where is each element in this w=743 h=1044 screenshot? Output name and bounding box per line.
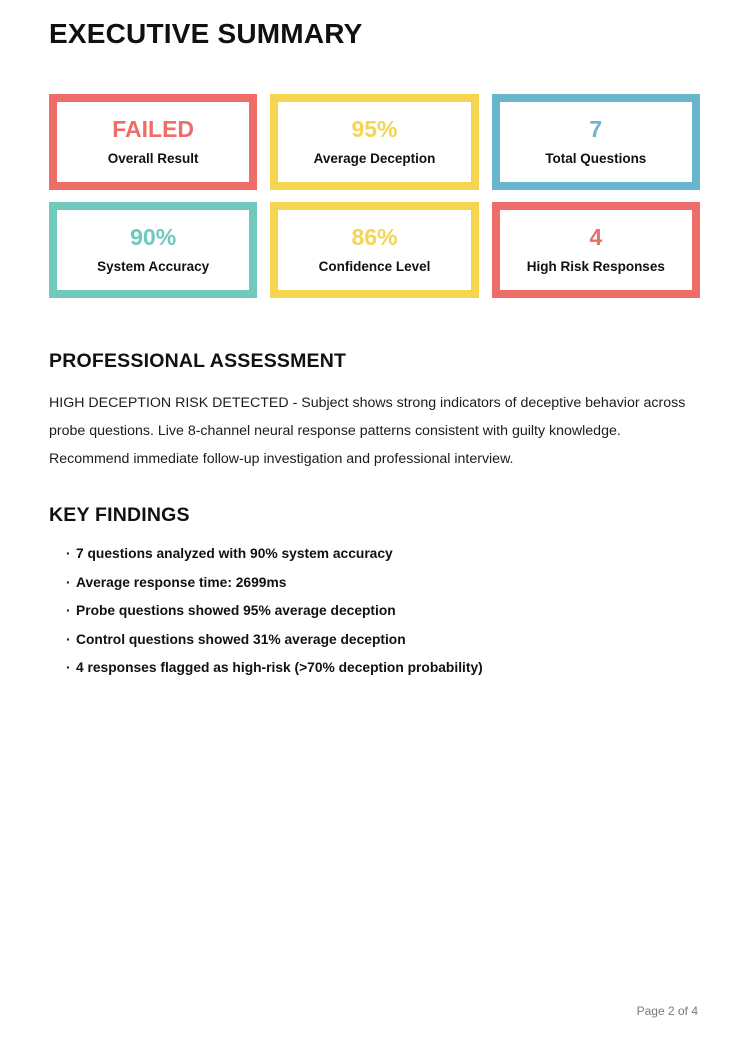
page-title: EXECUTIVE SUMMARY [49, 18, 363, 49]
assessment-heading: PROFESSIONAL ASSESSMENT [49, 350, 347, 372]
summary-stats-grid [49, 94, 700, 298]
stat-value: 4 [589, 224, 603, 251]
stat-label: Overall Result [107, 151, 199, 167]
stat-value: 86% [351, 224, 398, 251]
finding-item: · 4 responses flagged as high-risk (>70% deception probability) [66, 661, 700, 675]
page-number: Page 2 of 4 [636, 1004, 698, 1018]
findings-list [49, 547, 700, 675]
stat-label: Average Deception [313, 151, 436, 167]
findings-heading: KEY FINDINGS [49, 504, 190, 526]
stat-card-total-questions [492, 94, 700, 190]
stat-value: 95% [351, 116, 398, 143]
stat-label: Total Questions [545, 151, 647, 167]
stat-card-overall-result [49, 94, 257, 190]
assessment-body-text: HIGH DECEPTION RISK DETECTED - Subject shows strong indicators of deceptive behavior across probe questions. Live 8-channel neural response patterns consistent with guilty knowledge. Recommend immediate follow-up investigation and professional interview. [49, 395, 686, 467]
stat-card-average-deception [270, 94, 478, 190]
stat-label: High Risk Responses [526, 259, 665, 275]
finding-item: · 7 questions analyzed with 90% system accuracy [66, 547, 700, 561]
stat-card-system-accuracy [49, 202, 257, 298]
finding-item: · Average response time: 2699ms [66, 576, 700, 590]
stat-label: System Accuracy [97, 259, 210, 275]
finding-item: · Probe questions showed 95% average deception [66, 604, 700, 618]
stat-card-high-risk-responses [492, 202, 700, 298]
stat-value: FAILED [112, 116, 195, 143]
stat-value: 7 [589, 116, 603, 143]
finding-item: · Control questions showed 31% average deception [66, 633, 700, 647]
stat-value: 90% [130, 224, 177, 251]
stat-label: Confidence Level [318, 259, 431, 275]
stat-card-confidence-level [270, 202, 478, 298]
